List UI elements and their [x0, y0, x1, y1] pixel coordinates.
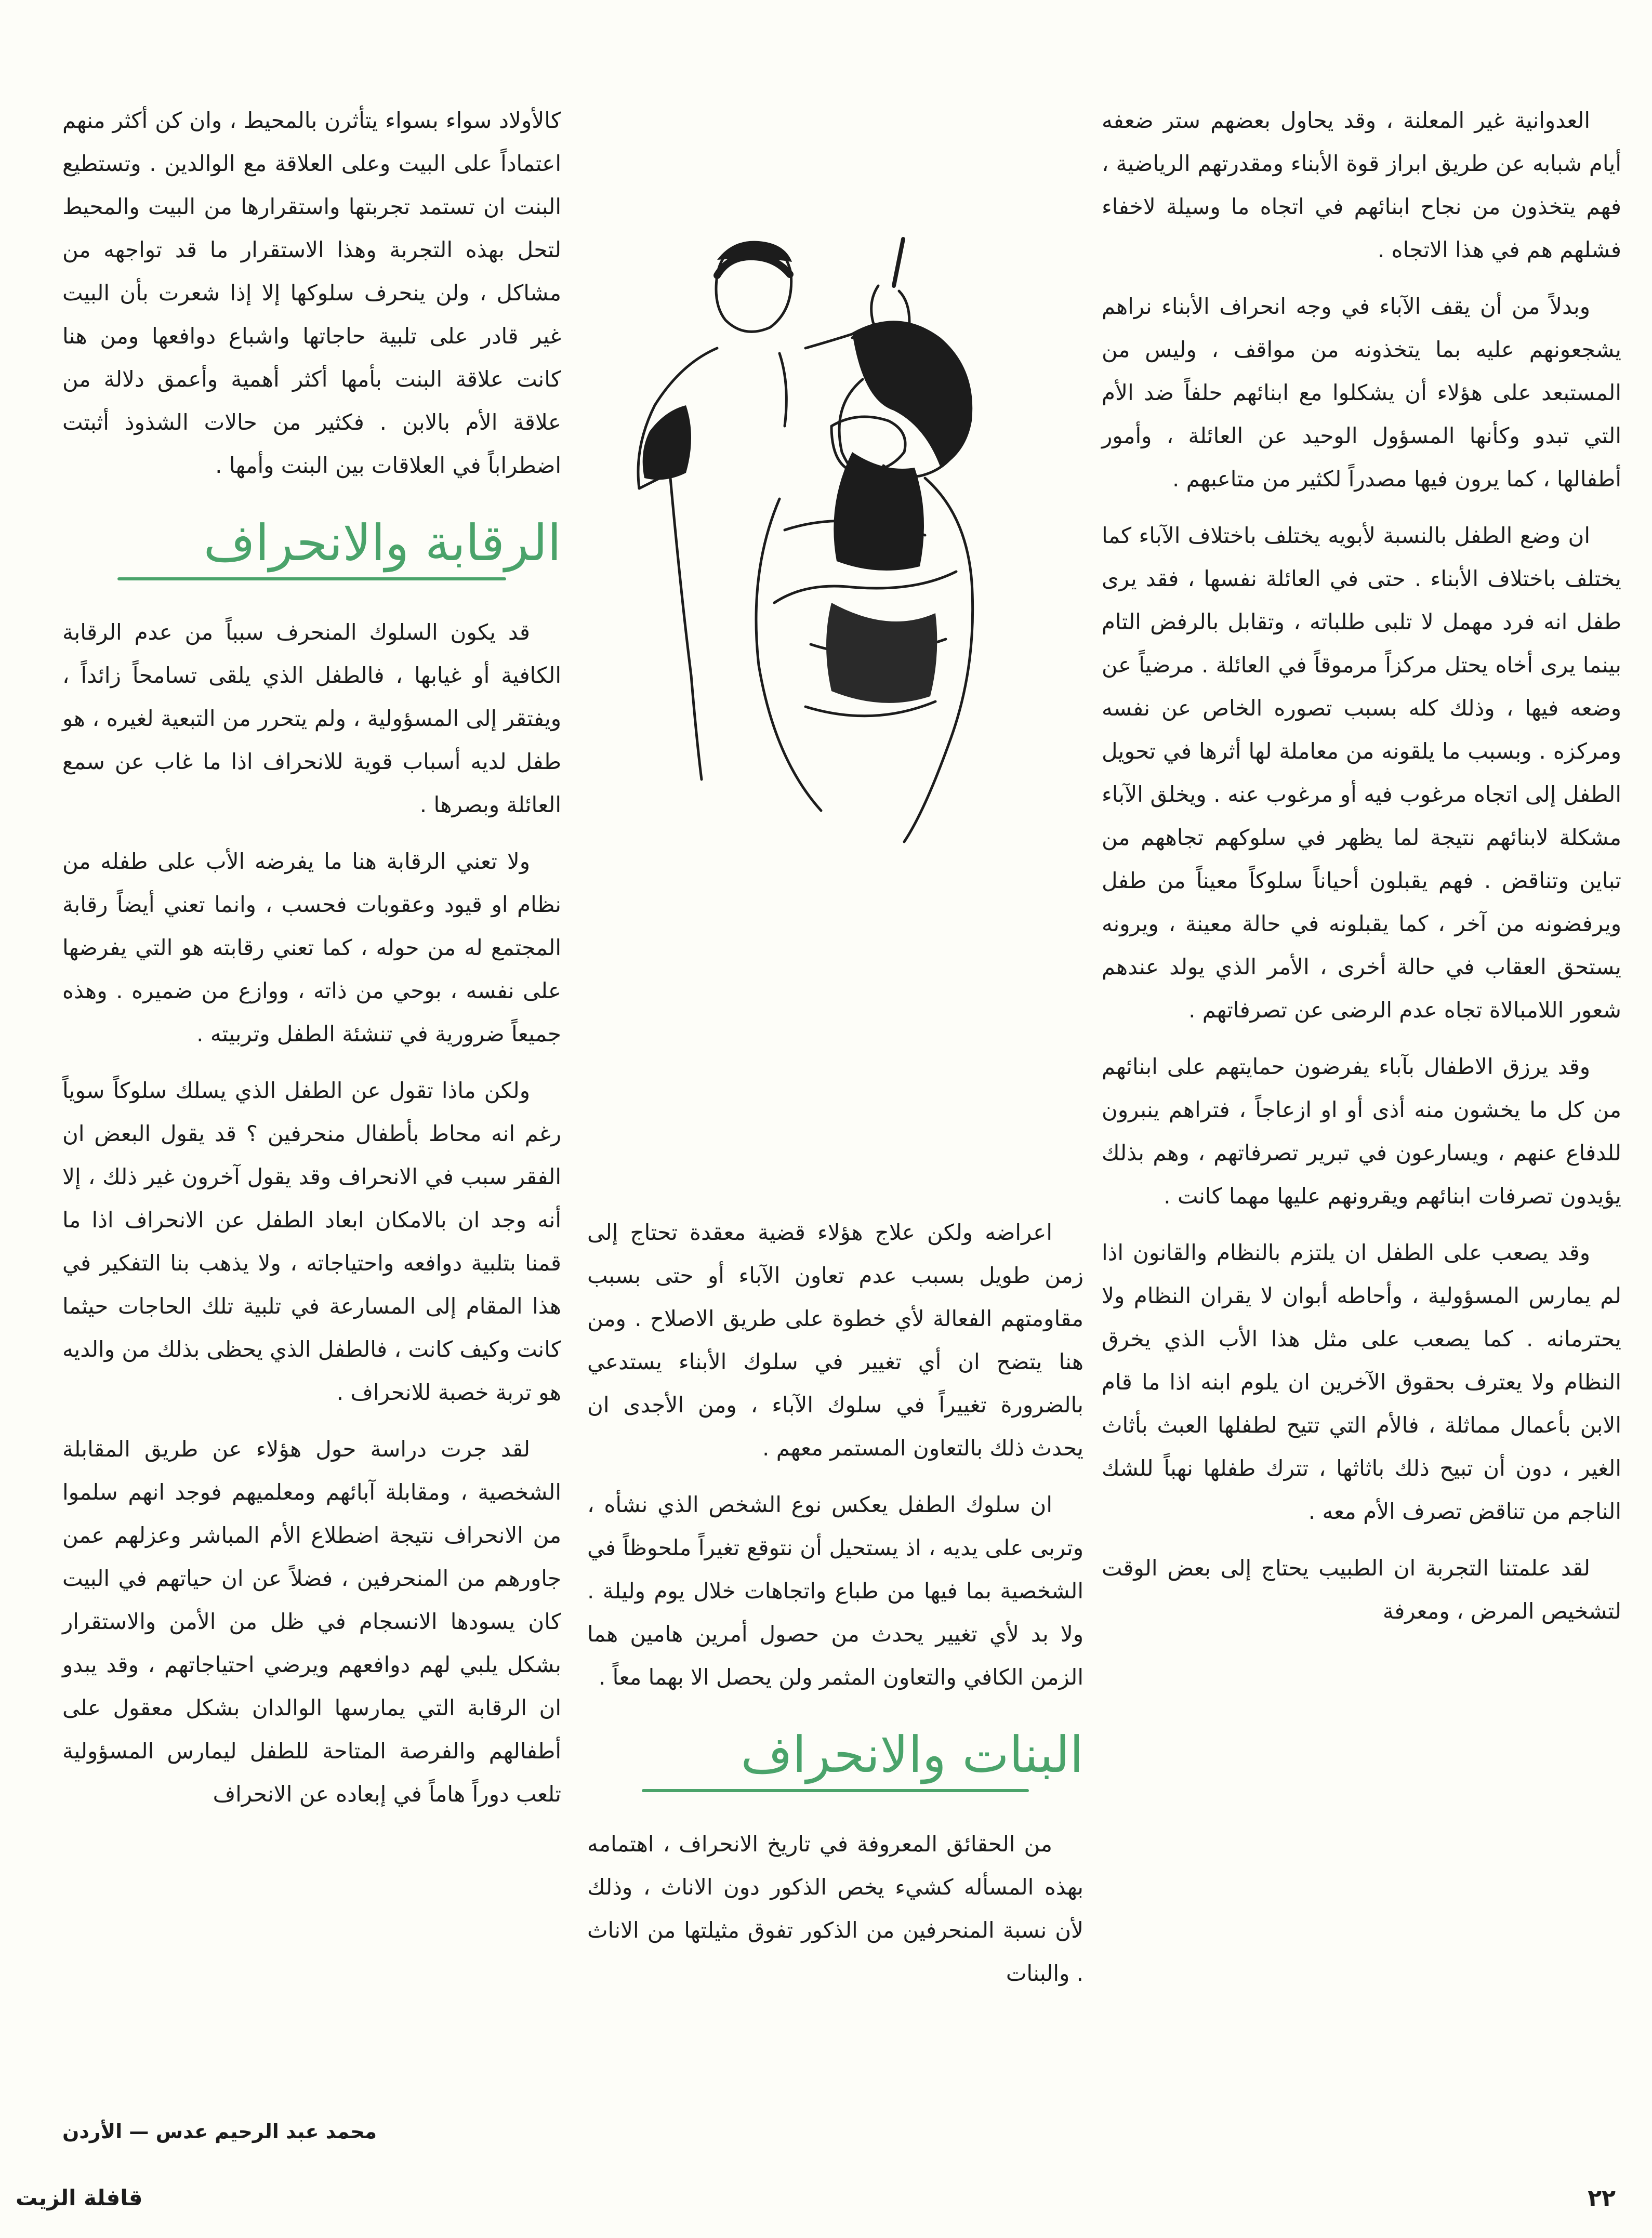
paragraph: وقد يرزق الاطفال بآباء يفرضون حمايتهم على ابنائهم من كل ما يخشون منه أذى أو او ازعاجاً ، فتراهم ينبرون للدفاع عنهم ، ويسارعون في تبرير تصرفاتهم ، وهم بذلك يؤيدون تصرفات ابنائهم ويقرونهم عليها مهما كانت .: [1102, 1054, 1621, 1209]
magazine-name: قافلة الزيت: [16, 2185, 143, 2210]
illustration-family-argument: [561, 208, 1091, 873]
page-number: ٢٢: [1588, 2185, 1616, 2211]
author-signature: [62, 2120, 561, 2143]
paragraph: من الحقائق المعروفة في تاريخ الانحراف ، اهتمامه بهذه المسأله كشيء يخص الذكور دون الاناث ، وذلك لأن نسبة المنحرفين من الذكور تفوق مثيلتها من الاناث . والبنات: [587, 1831, 1083, 1986]
family-argument-sketch-icon: [561, 208, 1091, 873]
paragraph: ولكن ماذا تقول عن الطفل الذي يسلك سلوكاً سوياً رغم انه محاط بأطفال منحرفين ؟ قد يقول البعض ان الفقر سبب في الانحراف وقد يقول آخرون غير ذلك ، إلا أنه وجد ان بالامكان ابعاد الطفل عن الانحراف اذا ما قمنا بتلبية دوافعه واحتياجاته ، ولا يذهب بنا التفكير في هذا المقام إلى المسارعة في تلبية تلك الحاجات حيثما كانت وكيف كانت ، فالطفل الذي يحظى بذلك من والديه هو تربة خصبة للانحراف .: [62, 1078, 561, 1405]
signature-text: محمد عبد الرحيم عدس — الأردن: [62, 2120, 377, 2143]
paragraph: ولا تعني الرقابة هنا ما يفرضه الأب على طفله من نظام او قيود وعقوبات فحسب ، وانما تعني أيضاً رقابة المجتمع له من حوله ، كما تعني رقابته هو التي يفرضها على نفسه ، بوحي من ذاته ، ووازع من ضميره . وهذه جميعاً ضرورية في تنشئة الطفل وتربيته .: [62, 849, 561, 1047]
section-heading-supervision: الرقابة والانحراف: [62, 518, 561, 580]
article-column-left: [62, 99, 561, 1816]
paragraph: ان وضع الطفل بالنسبة لأبويه يختلف باختلاف الآباء كما يختلف باختلاف الأبناء . حتى في العائلة نفسها ، فقد يرى طفل انه فرد مهمل لا تلبى طلباته ، وتقابل بالرفض التام بينما يرى أخاه يحتل مركزاً مرموقاً في العائلة . مرضياً عن وضعه فيها ، وذلك كله بسبب تصوره الخاص عن نفسه ومركزه . وبسبب ما يلقونه من معاملة لها أثرها في تحويل الطفل إلى اتجاه مرغوب فيه أو مرغوب عنه . ويخلق الآباء مشكلة لابنائهم نتيجة لما يظهر في سلوكهم تجاههم من تباين وتناقض . فهم يقبلون أحياناً سلوكاً معيناً من طفل ويرفضونه من آخر ، كما يقبلونه في حالة معينة ، ويرونه يستحق العقاب في حالة أخرى ، الأمر الذي يولد عندهم شعور اللامبالاة تجاه عدم الرضى عن تصرفاتهم .: [1102, 523, 1621, 1023]
paragraph: وبدلاً من أن يقف الآباء في وجه انحراف الأبناء نراهم يشجعونهم عليه بما يتخذونه من مواقف ، وليس من المستبعد على هؤلاء أن يشكلوا مع ابنائهم حلفاً ضد الأم التي تبدو وكأنها المسؤول الوحيد عن العائلة ، وأمور أطفالها ، كما يرون فيها مصدراً لكثير من متاعبهم .: [1102, 294, 1621, 492]
section-heading-girls: البنات والانحراف: [587, 1730, 1083, 1792]
article-column-right: [1102, 99, 1621, 1633]
paragraph: ان سلوك الطفل يعكس نوع الشخص الذي نشأه ، وتربى على يديه ، اذ يستحيل أن نتوقع تغيراً ملحوظاً في الشخصية بما فيها من طباع واتجاهات خلال يوم وليلة . ولا بد لأي تغيير يحدث من حصول أمرين هامين هما الزمن الكافي والتعاون المثمر ولن يحصل الا بهما معاً .: [587, 1492, 1083, 1690]
paragraph: العدوانية غير المعلنة ، وقد يحاول بعضهم ستر ضعفه أيام شبابه عن طريق ابراز قوة الأبناء ومقدرتهم الرياضية ، فهم يتخذون من نجاح ابنائهم في اتجاه ما وسيلة لاخفاء فشلهم هم في هذا الاتجاه .: [1102, 108, 1621, 262]
paragraph: لقد جرت دراسة حول هؤلاء عن طريق المقابلة الشخصية ، ومقابلة آبائهم ومعلميهم فوجد انهم سلموا من الانحراف نتيجة اضطلاع الأم المباشر وعزلهم عمن جاورهم من المنحرفين ، فضلاً عن ان حياتهم في البيت كان يسودها الانسجام في ظل من الأمن والاستقرار بشكل يلبي لهم دوافعهم ويرضي احتياجاتهم ، وقد يبدو ان الرقابة التي يمارسها الوالدان بشكل معقول على أطفالهم والفرصة المتاحة للطفل ليمارس المسؤولية تلعب دوراً هاماً في إبعاده عن الانحراف: [62, 1436, 561, 1807]
paragraph: اعراضه ولكن علاج هؤلاء قضية معقدة تحتاج إلى زمن طويل بسبب عدم تعاون الآباء أو حتى بسبب مقاومتهم الفعالة لأي خطوة على طريق الاصلاح . ومن هنا يتضح ان أي تغيير في سلوك الأبناء يستدعي بالضرورة تغييراً في سلوك الآباء ، ومن الأجدى ان يحدث ذلك بالتعاون المستمر معهم .: [587, 1220, 1083, 1461]
paragraph: قد يكون السلوك المنحرف سبباً من عدم الرقابة الكافية أو غيابها ، فالطفل الذي يلقى تسامحاً زائداً ، ويفتقر إلى المسؤولية ، ولم يتحرر من التبعية لغيره ، هو طفل لديه أسباب قوية للانحراف اذا ما غاب عن سمع العائلة وبصرها .: [62, 619, 561, 817]
article-column-middle: [587, 1211, 1083, 1995]
paragraph: وقد يصعب على الطفل ان يلتزم بالنظام والقانون اذا لم يمارس المسؤولية ، وأحاطه أبوان لا يقران النظام ولا يحترمانه . كما يصعب على مثل هذا الأب الذي يخرق النظام ولا يعترف بحقوق الآخرين ان يلوم ابنه اذا ما قام الابن بأعمال مماثلة ، فالأم التي تتيح لطفلها العبث بأثاث الغير ، دون أن تبيح ذلك باثاثها ، تترك طفلها نهباً للشك الناجم من تناقض تصرف الأم معه .: [1102, 1240, 1621, 1524]
paragraph: كالأولاد سواء بسواء يتأثرن بالمحيط ، وان كن أكثر منهم اعتماداً على البيت وعلى العلاقة مع الوالدين . وتستطيع البنت ان تستمد تجربتها واستقرارها من البيت والمحيط لتحل بهذه التجربة وهذا الاستقرار ما قد تواجهه من مشاكل ، ولن ينحرف سلوكها إلا إذا شعرت بأن البيت غير قادر على تلبية حاجاتها واشباع دوافعها ومن هنا كانت علاقة البنت بأمها أكثر أهمية وأعمق دلالة من علاقة الأم بالابن . فكثير من حالات الشذوذ أثبتت اضطراباً في العلاقات بين البنت وأمها .: [62, 108, 561, 478]
paragraph: لقد علمتنا التجربة ان الطبيب يحتاج إلى بعض الوقت لتشخيص المرض ، ومعرفة: [1102, 1555, 1621, 1624]
